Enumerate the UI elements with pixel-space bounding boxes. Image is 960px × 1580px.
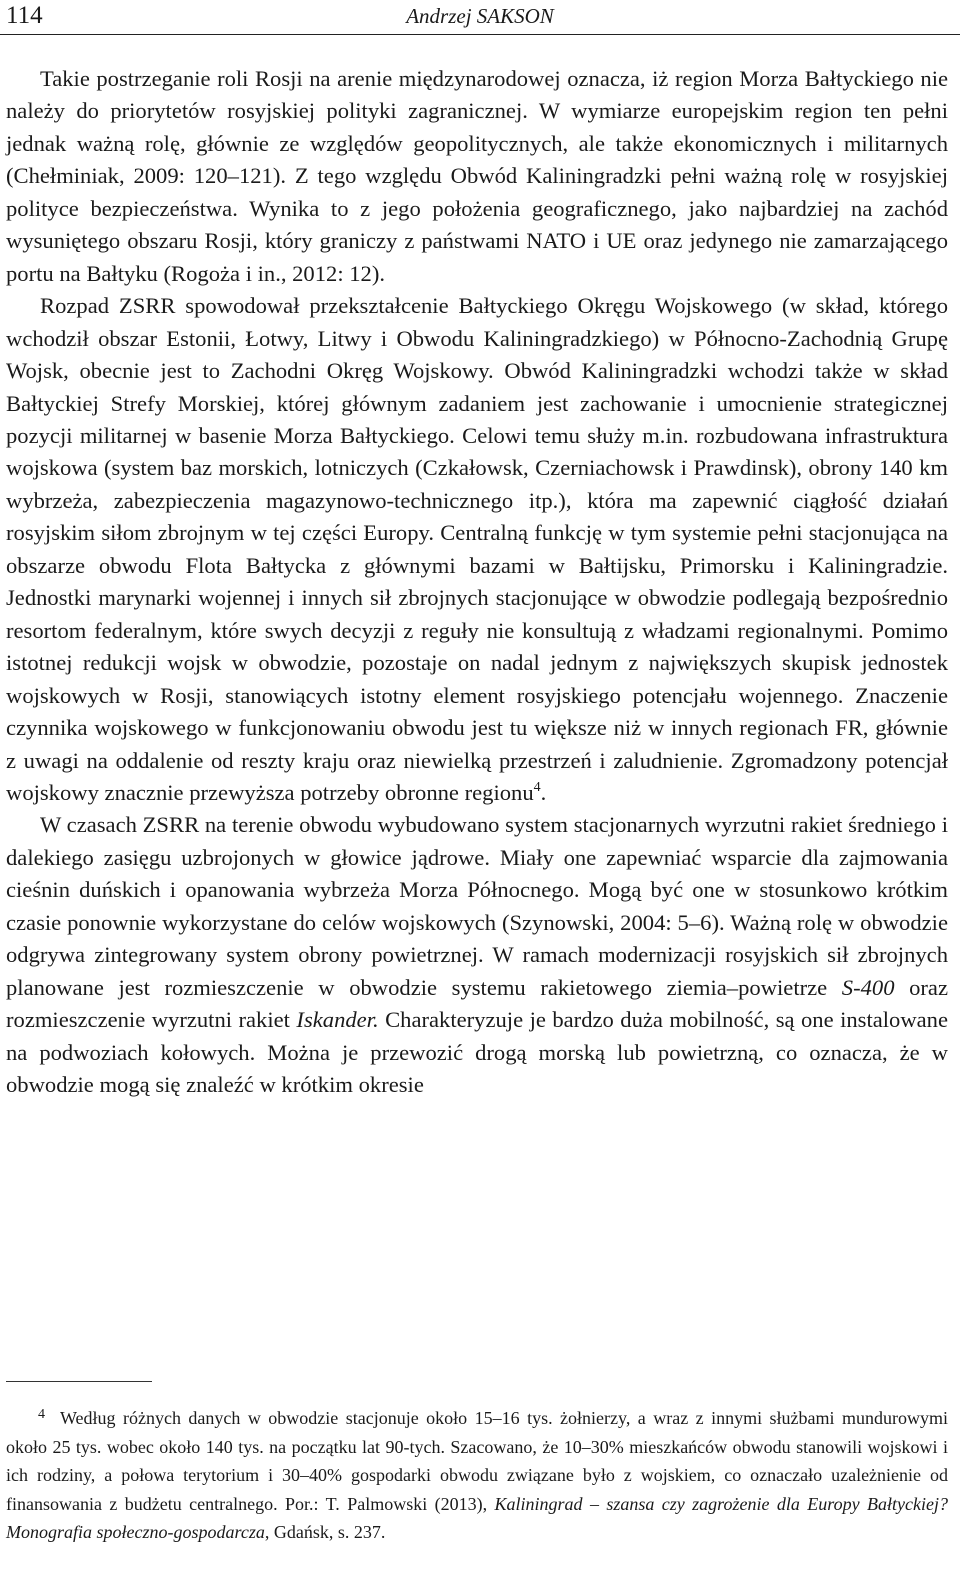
text-span: Takie postrzeganie roli Rosji na arenie międzynarodowej oznacza, iż region Morza Bałtyckiego nie należy do priorytetów rosyjskiej polityki zagranicznej. W wymiarze europejskim region ten pełni jednak ważną rolę, głównie ze względów geopolitycznych, ale także ekonomicznych i militarnych (Chełminiak, 2009: 120–121). Z tego względu Obwód Kaliningradzki pełni ważną rolę w rosyjskiej polityce bezpieczeństwa. Wynika to z jego położenia geograficznego, jako najbardziej na zachód wysuniętego obszaru Rosji, który graniczy z państwami NATO i UE oraz jedynego nie zamarzającego portu na Bałtyku (Rogoża i in., 2012: 12). bbox=[6, 66, 948, 286]
italic-span: Kaliningrad – szansa czy zagrożenie dla Europy Bałtyckiej? Monografia społeczno-gospodarcza bbox=[6, 1493, 948, 1542]
paragraph bbox=[6, 809, 948, 1101]
text-span: Według różnych danych w obwodzie stacjonuje około 15–16 tys. żołnierzy, a wraz z innymi służbami mundurowymi około 25 tys. wobec około 140 tys. na początku lat 90-tych. Szacowano, że 10–30% mieszkańców obwodu stanowili wojskowi i ich rodziny, a połowa terytorium i 30–40% gospodarki obwodu związane było z wojskiem, co oznaczało uzależnienie od finansowania z budżetu centralnego. Por.: T. Palmowski (2013), bbox=[6, 1408, 948, 1514]
italic-span: Iskander. bbox=[296, 1007, 379, 1033]
footnote: 4 Według różnych danych w obwodzie stacjonuje około 15–16 tys. żołnierzy, a wraz z innymi służbami mundurowymi około 25 tys. wobec około 140 tys. na początku lat 90-tych. Szacowano, że 10–30% mieszkańców obwodu stanowili wojskowi i ich rodziny, a połowa terytorium i 30–40% gospodarki obwodu związane było z wojskiem, co oznaczało uzależnienie od finansowania z budżetu centralnego. Por.: T. Palmowski (2013), Kaliningrad – szansa czy zagrożenie dla Europy Bałtyckiej? Monografia społeczno-gospodarcza, Gdańsk, s. 237. bbox=[6, 1407, 948, 1542]
text-span: oraz rozmieszczenie wyrzutni rakiet bbox=[6, 974, 948, 1033]
body-text bbox=[6, 63, 948, 1102]
text-span: , Gdańsk, s. 237. bbox=[264, 1522, 386, 1542]
italic-span: S-400 bbox=[841, 974, 895, 1000]
text-span: W czasach ZSRR na terenie obwodu wybudowano system stacjonarnych wyrzutni rakiet średniego i dalekiego zasięgu uzbrojonych w głowice jądrowe. Miały one zapewniać wsparcie dla zajmowania cieśnin duńskich i opanowania wybrzeża Morza Północnego. Mogą być one w stosunkowo krótkim czasie ponownie wykorzystane do celów wojskowych (Szynowski, 2004: 5–6). Ważną rolę w obwodzie odgrywa zintegrowany system obrony powietrznej. W ramach modernizacji rosyjskich sił zbrojnych planowane jest rozmieszczenie w obwodzie systemu rakietowego ziemia–powietrze bbox=[6, 812, 948, 1000]
text-span: Charakteryzuje je bardzo duża mobilność, są one instalowane na podwoziach kołowych. Można je przewozić drogą morską lub powietrzną, co oznacza, że w obwodzie mogą się znaleźć w krótkim okresie bbox=[6, 1007, 948, 1098]
footnote-separator bbox=[6, 1381, 152, 1382]
footnote-reference: 4 bbox=[533, 779, 541, 795]
paragraph bbox=[6, 290, 948, 809]
page-header bbox=[0, 0, 960, 35]
text-span: . bbox=[540, 779, 547, 805]
running-head-author: Andrzej SAKSON bbox=[406, 4, 554, 28]
paragraph bbox=[6, 63, 948, 290]
page-number: 114 bbox=[6, 2, 43, 29]
text-span: Rozpad ZSRR spowodował przekształcenie Bałtyckiego Okręgu Wojskowego (w skład, którego wchodził obszar Estonii, Łotwy, Litwy i Obwodu Kaliningradzkiego) w Północno-Zachodnią Grupę Wojsk, obecnie jest to Zachodni Okręg Wojskowy. Obwód Kaliningradzki wchodzi także w skład Bałtyckiej Strefy Morskiej, której głównym zadaniem jest zachowanie i umocnienie strategicznej pozycji militarnej w basenie Morza Bałtyckiego. Celowi temu służy m.in. rozbudowana infrastruktura wojskowa (system baz morskich, lotniczych (Czkałowsk, Czerniachowsk i Prawdinsk), obrony 140 km wybrzeża, zabezpieczenia magazynowo-technicznego itp.), która ma zapewnić ciągłość działań rosyjskim siłom zbrojnym w tej części Europy. Centralną funkcję w tym systemie pełni stacjonująca na obszarze obwodu Flota Bałtycka z głównymi bazami w Bałtijsku, Primorsku i Kaliningradzie. Jednostki marynarki wojennej i innych sił zbrojnych stacjonujące w obwodzie podlegają bezpośrednio resortom federalnym, które swych decyzji z reguły nie konsultują z władzami regionalnymi. Pomimo istotnej redukcji wojsk w obwodzie, pozostaje on nadal jednym z największych skupisk jednostek wojskowych w Rosji, stanowiących istotny element rosyjskiego potencjału wojennego. Znaczenie czynnika wojskowego w funkcjonowaniu obwodu jest tu większe niż w innych regionach FR, głównie z uwagi na oddalenie od reszty kraju oraz niewielką przestrzeń i zaludnienie. Zgromadzony potencjał wojskowy znacznie przewyższa potrzeby obronne regionu bbox=[6, 293, 948, 805]
